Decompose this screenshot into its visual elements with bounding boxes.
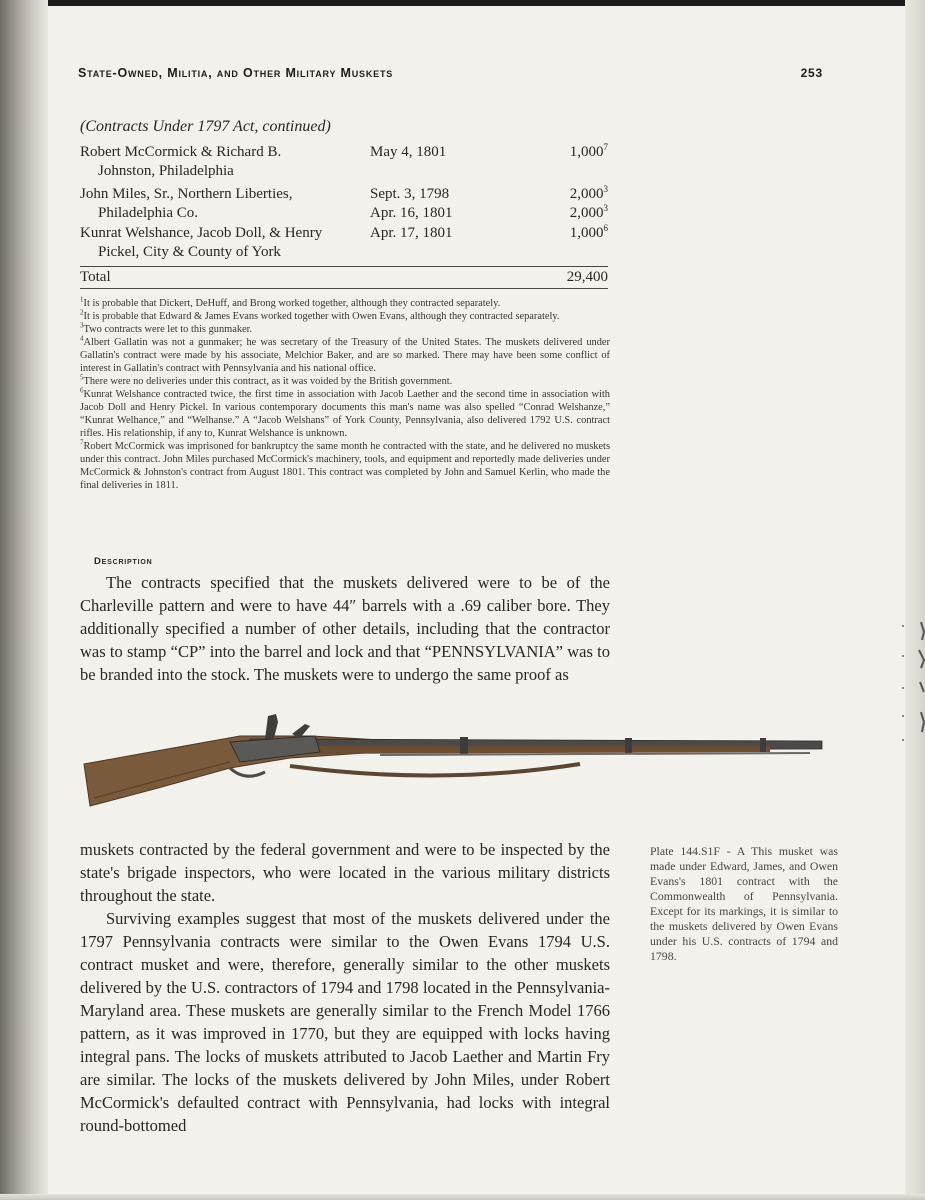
- barrel-band: [625, 738, 632, 753]
- footnote: $^5$There were no deliveries under this contract, as it was voided by the British government.: [80, 373, 453, 387]
- contractor-name: [80, 185, 360, 223]
- footnote: $^4$Albert Gallatin was not a gunmaker; he was secretary of the Treasury of the United States. The muskets delivered under Gallatin's contract were made by his associate, Melchior Baker, and are so marked. There may have been some conflict of interest in Gallatin's contract with Pennsylvania and his national office.: [80, 334, 610, 374]
- footnote: $^1$It is probable that Dickert, DeHuff, and Brong worked together, although they contracted separately.: [80, 295, 501, 309]
- paragraph: Surviving examples suggest that most of the muskets delivered under the 1797 Pennsylvania contracts were similar to the Owen Evans 1794 U.S. contract musket and were, therefore, generally similar to the other muskets delivered by the U.S. contractors of 1794 and 1798 located in the Pennsylvania-Maryland area. These muskets are generally similar to the French Model 1766 pattern, as it was improved in 1770, but they are equipped with locks having integral pans. The locks of muskets attributed to Jacob Laether and Martin Fry are similar. The locks of the muskets delivered by John Miles, under Robert McCormick's defaulted contract with Pennsylvania, had locks with integral round-bottomed: [80, 909, 610, 1135]
- contract-date: May 4, 1801: [370, 144, 447, 160]
- table-continued-heading: (Contracts Under 1797 Act, continued): [80, 118, 331, 135]
- footnote: $^3$Two contracts were let to this gunmaker.: [80, 321, 253, 335]
- contractor-name-line1: Kunrat Welshance, Jacob Doll, & Henry: [80, 225, 323, 241]
- page-top-edge: [0, 0, 925, 6]
- facing-page-edge-marks: [895, 612, 925, 752]
- plate-caption: Plate 144.S1F - A This musket was made under Edward, James, and Owen Evans's 1801 contract with the Commonwealth of Pennsylvania. Except for its markings, it is similar to the muskets delivered by Owen Evans under his U.S. contracts of 1794 and 1798.: [650, 844, 838, 963]
- contractor-name-line2: Pickel, City & County of York: [98, 244, 281, 260]
- table-row: [80, 143, 608, 185]
- footnote: $^2$It is probable that Edward & James Evans worked together with Owen Evans, although they contracted separately.: [80, 308, 560, 322]
- contractor-name: [80, 143, 360, 181]
- contractor-name-line2: Johnston, Philadelphia: [98, 163, 234, 179]
- body-text-bottom: [80, 838, 610, 1137]
- paragraph: muskets contracted by the federal government and were to be inspected by the state's brigade inspectors, who were located in the various military districts throughout the state.: [80, 840, 610, 905]
- footnote-ref: 3: [603, 184, 608, 194]
- barrel-band: [460, 737, 468, 754]
- contracts-table: [80, 143, 608, 289]
- running-title: State-Owned, Militia, and Other Military Muskets: [78, 66, 394, 80]
- barrel-band: [760, 738, 766, 752]
- footnote-ref: 3: [603, 203, 608, 213]
- contract-date: Sept. 3, 1798 Apr. 16, 1801: [370, 186, 453, 221]
- section-heading: Description: [94, 556, 153, 567]
- footnote: $^6$Kunrat Welshance contracted twice, the first time in association with Jacob Laether and the second time in association with Jacob Doll and Henry Pickel. In various contemporary documents this man's name was also spelled “Conrad Welshanze,” “Kunrat Welhance,” and “Welhanse.” A “Jacob Welshans” of York County, Pennsylvania, also delivered 1792 U.S. contract rifles. His relationship, if any to, Kunrat Welshance is unknown.: [80, 386, 610, 439]
- footnote-ref: 6: [603, 223, 608, 233]
- contract-date: Apr. 17, 1801: [370, 225, 453, 241]
- total-value: 29,400: [566, 269, 608, 285]
- page-right-edge: [905, 0, 925, 1200]
- contractor-name-line1: John Miles, Sr., Northern Liberties,: [80, 186, 293, 202]
- body-text-top: [80, 571, 610, 686]
- page-number: 253: [800, 66, 823, 80]
- contractor-name: [80, 224, 360, 262]
- page-bottom-edge: [0, 1194, 925, 1200]
- footnote: $^7$Robert McCormick was imprisoned for bankruptcy the same month he contracted with the state, and he delivered no muskets under this contract. John Miles purchased McCormick's machinery, tools, and equipment and reportedly made deliveries under McCormick & Johnston's contract from August 1801. This contract was completed by John and Samuel Kerlin, who made the final deliveries in 1811.: [80, 438, 610, 491]
- footnote-ref: 7: [603, 142, 608, 152]
- footnotes: [80, 297, 610, 492]
- paragraph: The contracts specified that the muskets delivered were to be of the Charleville pattern and were to have 44″ barrels with a .69 caliber bore. They additionally specified a number of other details, including that the contractor was to stamp “CP” into the barrel and lock and that “PENNSYLVANIA” was to be branded into the stock. The muskets were to undergo the same proof as: [80, 573, 610, 684]
- table-row: [80, 224, 608, 264]
- table-row: [80, 185, 608, 224]
- contractor-name-line2: Philadelphia Co.: [98, 205, 198, 221]
- contract-quantity: 2,000$^3$ 2,000$^3$: [569, 184, 608, 221]
- musket-photo: [80, 706, 830, 810]
- contract-quantity: 1,000$^7$: [569, 142, 608, 160]
- contractor-name-line1: Robert McCormick & Richard B.: [80, 144, 282, 160]
- total-label: Total: [80, 269, 111, 285]
- book-gutter-shadow: [0, 0, 48, 1200]
- total-row: [80, 266, 608, 289]
- contract-quantity: 1,000$^6$: [569, 223, 608, 241]
